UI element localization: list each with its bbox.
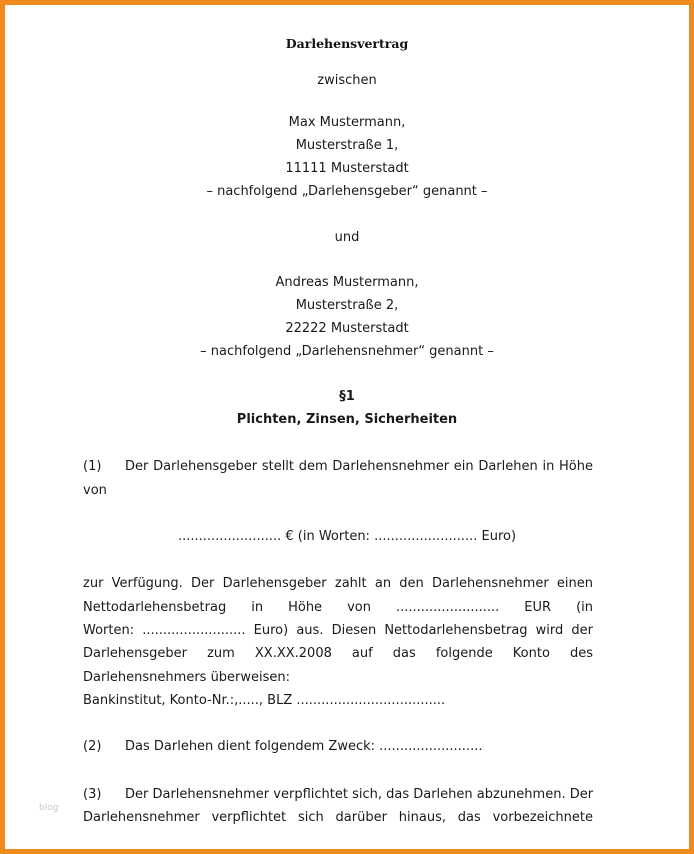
- borrower-city: 22222 Musterstadt: [285, 321, 409, 336]
- paragraph-1-line-2: von: [83, 483, 107, 498]
- bank-line: Bankinstitut, Konto-Nr.:,....., BLZ ....................................: [83, 693, 446, 708]
- lender-street: Musterstraße 1,: [295, 138, 399, 153]
- document-title: Darlehensvertrag: [285, 36, 409, 51]
- between-text: zwischen: [317, 73, 377, 88]
- paragraph-number: (2): [83, 739, 102, 754]
- lender-city: 11111 Musterstadt: [285, 161, 409, 176]
- paragraph-3-line-1: [83, 787, 593, 802]
- paragraph-1-cont-2: Nettodarlehensbetrag in Höhe von ......................... EUR (in: [83, 600, 593, 615]
- paragraph-2: [83, 739, 482, 754]
- paragraph-text: Der Darlehensnehmer verpflichtet sich, das Darlehen abzunehmen. Der: [125, 787, 594, 802]
- amount-line: ......................... € (in Worten: ......................... Euro): [177, 529, 517, 544]
- paragraph-text: Das Darlehen dient folgendem Zweck: .........................: [125, 739, 483, 754]
- borrower-role: – nachfolgend „Darlehensnehmer“ genannt –: [200, 344, 494, 359]
- paragraph-1-line-1: [83, 459, 593, 474]
- paragraph-1-cont-1: zur Verfügung. Der Darlehensgeber zahlt an den Darlehensnehmer einen: [83, 576, 593, 591]
- paragraph-1-cont-4: Darlehensgeber zum XX.XX.2008 auf das folgende Konto des: [83, 646, 593, 661]
- section-number: §1: [339, 389, 355, 404]
- lender-name: Max Mustermann,: [288, 115, 406, 130]
- watermark: blog: [39, 803, 59, 813]
- borrower-name: Andreas Mustermann,: [275, 275, 419, 290]
- borrower-street: Musterstraße 2,: [295, 298, 399, 313]
- paragraph-3-line-2: Darlehensnehmer verpflichtet sich darüber hinaus, das vorbezeichnete: [83, 810, 593, 825]
- section-heading: Plichten, Zinsen, Sicherheiten: [236, 412, 458, 427]
- paragraph-number: (3): [83, 787, 102, 802]
- paragraph-1-cont-3: Worten: ......................... Euro) aus. Diesen Nettodarlehensbetrag wird der: [83, 623, 593, 638]
- paragraph-number: (1): [83, 459, 102, 474]
- paragraph-1-last: Darlehensnehmers überweisen:: [83, 670, 291, 685]
- lender-role: – nachfolgend „Darlehensgeber“ genannt –: [206, 184, 488, 199]
- paragraph-text: Der Darlehensgeber stellt dem Darlehensnehmer ein Darlehen in Höhe: [125, 459, 593, 474]
- and-text: und: [334, 230, 360, 245]
